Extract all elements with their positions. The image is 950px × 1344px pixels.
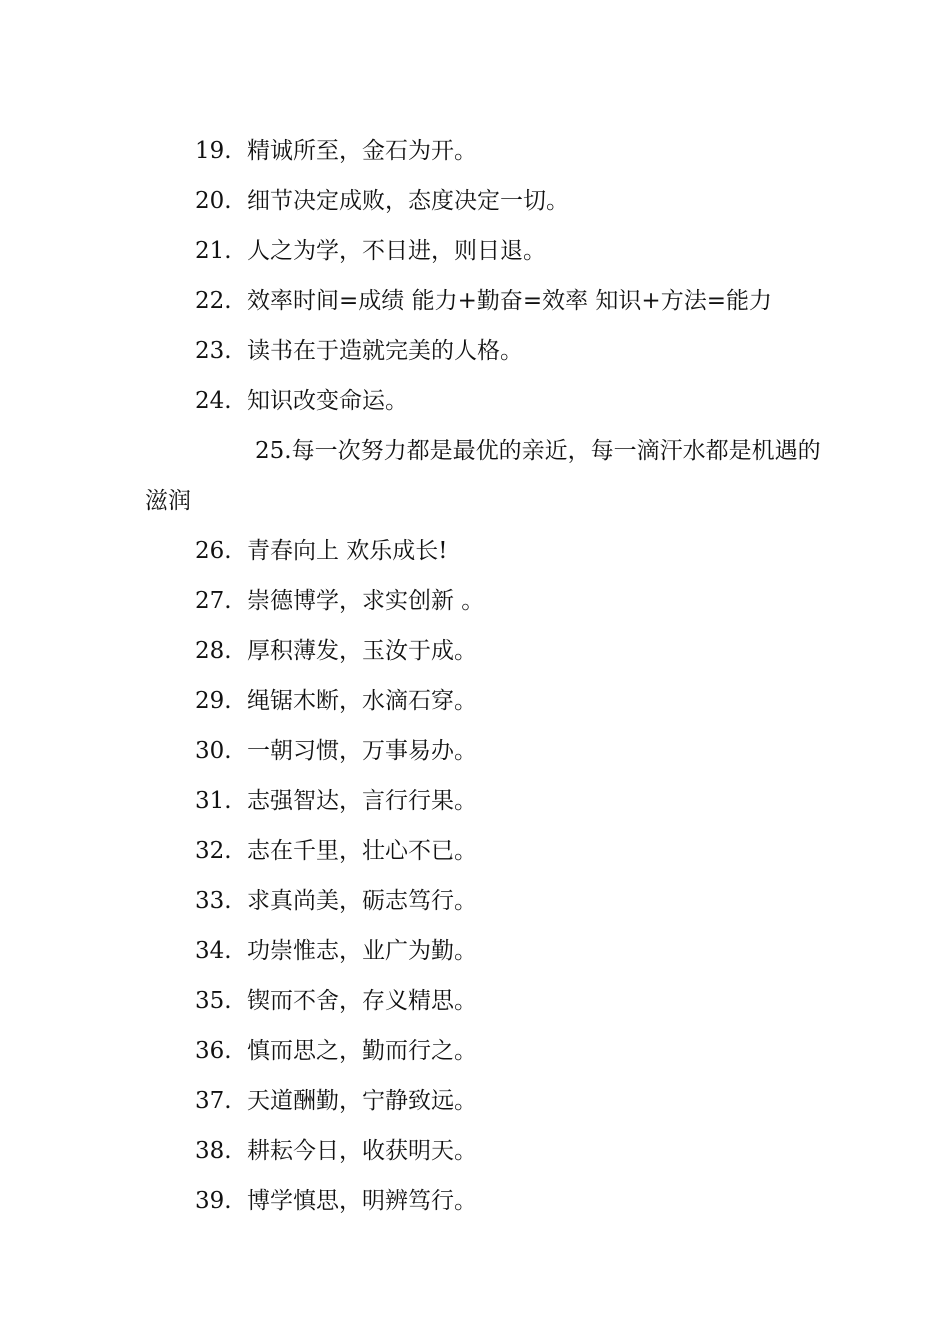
list-item	[145, 776, 825, 826]
list-item	[145, 676, 825, 726]
motto-list	[145, 126, 825, 1226]
item-number: 26.	[195, 538, 232, 564]
item-number: 25.	[255, 438, 292, 464]
item-text: 绳锯木断，水滴石穿。	[247, 688, 477, 714]
item-text: 耕耘今日，收获明天。	[247, 1138, 477, 1164]
item-number: 23.	[195, 338, 232, 364]
item-text: 每一次努力都是最优的亲近，每一滴汗水都是机遇的滋润	[145, 438, 821, 514]
item-text: 天道酬勤，宁静致远。	[247, 1088, 477, 1114]
list-item	[145, 376, 825, 426]
item-number: 37.	[195, 1088, 232, 1114]
list-item	[145, 1076, 825, 1126]
item-number: 39.	[195, 1188, 232, 1214]
item-text: 人之为学，不日进，则日退。	[247, 238, 546, 264]
item-number: 19.	[195, 138, 232, 164]
list-item	[145, 576, 825, 626]
item-number: 30.	[195, 738, 232, 764]
list-item	[145, 176, 825, 226]
list-item	[145, 526, 825, 576]
list-item	[145, 126, 825, 176]
item-number: 31.	[195, 788, 232, 814]
item-number: 33.	[195, 888, 232, 914]
item-number: 32.	[195, 838, 232, 864]
item-text: 志在千里，壮心不已。	[247, 838, 477, 864]
item-number: 34.	[195, 938, 232, 964]
list-item	[145, 826, 825, 876]
item-number: 35.	[195, 988, 232, 1014]
item-text: 一朝习惯，万事易办。	[247, 738, 477, 764]
item-text: 知识改变命运。	[247, 388, 408, 414]
item-text: 精诚所至，金石为开。	[247, 138, 477, 164]
item-number: 27.	[195, 588, 232, 614]
item-text: 读书在于造就完美的人格。	[247, 338, 523, 364]
list-item	[145, 1026, 825, 1076]
item-number: 38.	[195, 1138, 232, 1164]
item-text: 崇德博学，求实创新 。	[247, 588, 485, 614]
list-item	[145, 726, 825, 776]
item-text: 求真尚美，砺志笃行。	[247, 888, 477, 914]
list-item	[145, 276, 825, 326]
item-text: 慎而思之，勤而行之。	[247, 1038, 477, 1064]
item-text: 功崇惟志，业广为勤。	[247, 938, 477, 964]
item-text: 志强智达，言行行果。	[247, 788, 477, 814]
item-text: 博学慎思，明辨笃行。	[247, 1188, 477, 1214]
list-item	[145, 1126, 825, 1176]
list-item	[145, 326, 825, 376]
item-text: 效率时间=成绩 能力+勤奋=效率 知识+方法=能力	[247, 288, 772, 314]
item-number: 22.	[195, 288, 232, 314]
item-number: 29.	[195, 688, 232, 714]
item-number: 21.	[195, 238, 232, 264]
list-item	[145, 626, 825, 676]
item-text: 细节决定成败，态度决定一切。	[247, 188, 569, 214]
item-number: 24.	[195, 388, 232, 414]
item-number: 28.	[195, 638, 232, 664]
list-item	[145, 976, 825, 1026]
item-number: 20.	[195, 188, 232, 214]
list-item	[145, 426, 825, 526]
list-item	[145, 1176, 825, 1226]
item-text: 锲而不舍，存义精思。	[247, 988, 477, 1014]
item-number: 36.	[195, 1038, 232, 1064]
item-text: 厚积薄发，玉汝于成。	[247, 638, 477, 664]
item-text: 青春向上 欢乐成长!	[247, 538, 448, 564]
list-item	[145, 876, 825, 926]
list-item	[145, 926, 825, 976]
list-item	[145, 226, 825, 276]
